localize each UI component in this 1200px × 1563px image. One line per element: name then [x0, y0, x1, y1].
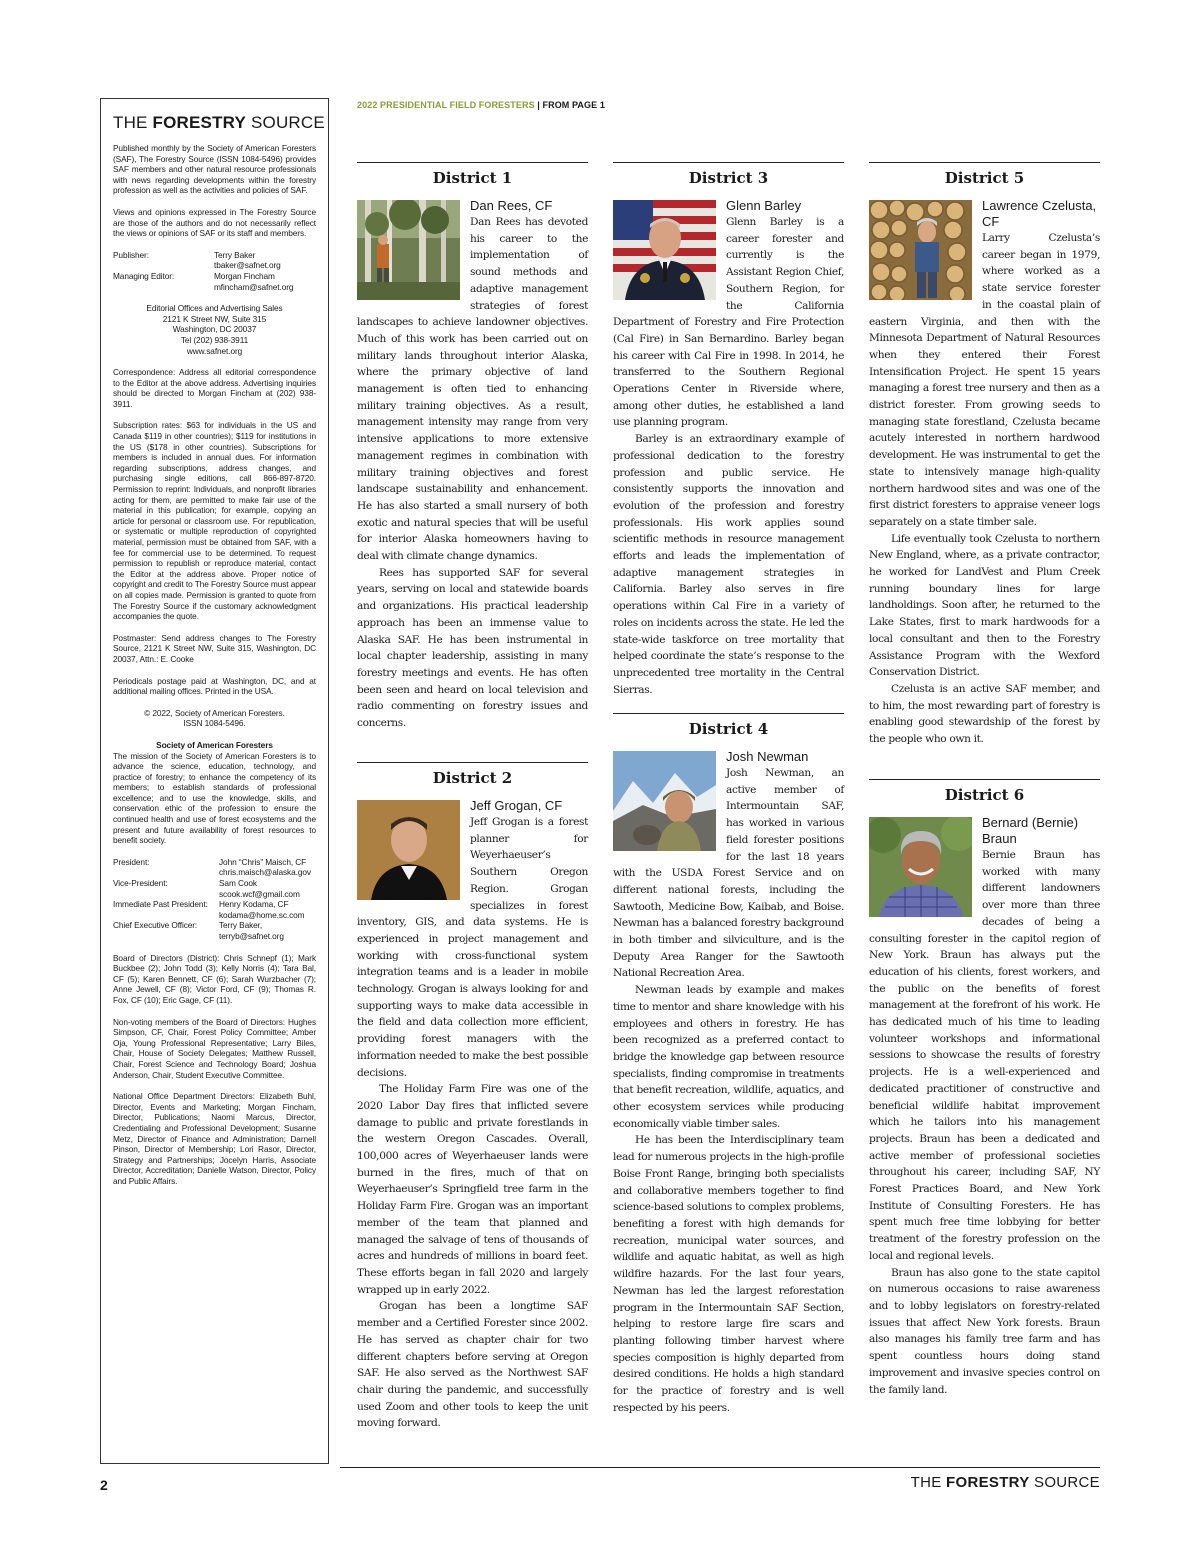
copyright: © 2022, Society of American Foresters. ISSN 1084-5496. [144, 707, 285, 729]
person-name: Josh Newman [726, 749, 809, 764]
jeff-grogan-photo [357, 800, 460, 900]
periodicals: Periodicals postage paid at Washington, DC, and at additional mailing offices. Printed in the USA. [113, 675, 316, 697]
dan-rees-photo [357, 200, 460, 300]
district-1-article [357, 162, 588, 732]
glenn-barley-photo [613, 200, 716, 300]
district-title: District 3 [688, 169, 769, 187]
footer-brand: THE FORESTRY SOURCE [910, 1474, 1100, 1491]
district-title: District 5 [944, 169, 1025, 187]
officer-row: President: John “Chris” Maisch, CF [113, 856, 307, 867]
board-of-directors: Board of Directors (District): Chris Schnepf (1); Mark Buckbee (2); John Todd (3); Kelly Norris (4); Tara Bal, CF (5); Karen Bennett, CF (6); Sarah Wurzbacher (7); Anne Jewell, CF (8); Victor Ford, CF (9); Thomas R. Fox, CF (10); Eric Gage, CF (11). [113, 952, 316, 1005]
article-body: Josh Newman, an active member of Intermountain SAF, has worked in various field forester positions for the last 18 years with the USDA Forest Service and on different national forests, including the Sawtooth, Medicine Bow, Kaibab, and Boise. Newman has a balanced forestry background in both timber and silviculture, and is the Deputy Area Ranger for the Sawtooth National Recreation Area. Newman leads by example and makes time to mentor and share knowledge with his employees and others in forestry. He has been recognized as a preferred contact to bridge the knowledge gap between resource specialists, finding compromise in treatments that benefit recreation, wildlife, aquatics, and other ecosystem services while producing economically viable timber sales. He has been the Interdisciplinary team lead for numerous projects in the high-profile Boise Front Range, bringing both specialists and collaborative members together to find science-based solutions to complex problems, benefiting a forest with high demands for recreation, municipal water sources, and wildlife and aquatic habitat, as well as high wildfire hazards. For the last four years, Newman has led the largest reforestation program in the Intermountain SAF Section, helping to restore large fire scars and planting following timber harvest where species composition is highly departed from desired conditions. He holds a high standard for the practice of forestry and is well respected by his peers. [613, 767, 844, 1414]
editor-row: Managing Editor: Morgan Fincham [113, 270, 275, 281]
person-name: Jeff Grogan, CF [470, 798, 563, 813]
footer-divider [340, 1467, 1100, 1468]
officers-list: President: John “Chris” Maisch, CF chris.maisch@alaska.gov Vice-President: Sam Cook scook.wcf@gmail.com Immediate Past President: Henry Kodama, CF kodama@home.sc.com Chief Executive Officer: Terry Baker, terryb@safnet.org [113, 857, 316, 942]
district-6-article [869, 779, 1100, 1398]
lawrence-czelusta-photo [869, 200, 972, 300]
district-title: District 1 [432, 169, 513, 187]
person-name: Lawrence Czelusta, CF [982, 198, 1097, 229]
article-body: Larry Czelusta’s career began in 1979, where worked as a state service forester in the coastal plain of eastern Virginia, and then with the Minnesota Department of Natural Resources when they entered their Forest Intensification Project. He spent 15 years managing a forest tree nursery and then as a district forester. From growing seeds to managing state forestland, Czelusta became acutely interested in northern hardwood development. He was instrumental to get the state to intensively manage high-quality northern hardwood sites and was one of the first district foresters to appraise veneer logs separately on a state timber sale. Life eventually took Czelusta to northern New England, where, as a private contractor, he worked for LandVest and Plum Creek running boundary lines for large landholdings. Soon after, he returned to the Lake States, first to mark hardwoods for a local consultant and then to the Forestry Assistance Program with the Wexford Conservation District. Czelusta is an active SAF member, and to him, the most rewarding part of forestry is enabling good stewardship of the forest by the people who own it. [869, 232, 1100, 746]
nonvoting-members: Non-voting members of the Board of Directors: Hughes Simpson, CF, Chair, Forest Policy Committee; Amber Oja, Young Professional Representative; Larry Biles, Chair, House of Society Delegates; Matthew Russell, Chair, Forest Science and Technology Board; Joshua Anderson, Chair, Student Executive Committee. [113, 1016, 316, 1080]
bernie-braun-photo [869, 817, 972, 917]
josh-newman-photo [613, 751, 716, 851]
publisher-email: tbaker@safnet.org [214, 260, 281, 271]
national-office: National Office Department Directors: Elizabeth Buhl, Director, Events and Marketing; Morgan Fincham, Director, Publications; Naomi Marcus, Director, Credentialing and Professional Development; Susanne Metz, Director of Finance and Administration; Darnell Pinson, Director of Membership; Lori Rasor, Director, Strategy and Partnerships; Jocelyn Harris, Associate Director, Accreditation; Danielle Watson, Director, Policy and Public Affairs. [113, 1091, 316, 1186]
person-name: Bernard (Bernie) Braun [982, 815, 1079, 846]
article-body: Glenn Barley is a career forester and currently is the Assistant Region Chief, Southern Region, for the California Department of Forestry and Fire Protection (Cal Fire) in San Bernardino. Barley began his career with Cal Fire in 1998. In 2014, he transferred to the Southern Regional Operations Center in Riverside where, among other duties, he established a land use planning program. Barley is an extraordinary example of professional dedication to the forestry profession and public service. He consistently supports the innovation and evolution of the profession and forestry professionals. His work applies sound scientific methods in resource management efforts and leads the implementation of adaptive management strategies in California. Barley also serves in fire operations within Cal Fire in a variety of roles on incidents across the state. He led the state-wide taskforce on tree mortality that helped coordinate the state’s response to the unprecedented tree mortality in the Central Sierras. [613, 216, 844, 696]
postmaster: Postmaster: Send address changes to The Forestry Source, 2121 K Street NW, Suite 315, Washington, DC 20037, Attn.: E. Cooke [113, 632, 316, 664]
officer-row: Vice-President: Sam Cook [113, 878, 257, 889]
masthead-box [100, 98, 329, 1464]
divider [357, 162, 588, 163]
person-name: Glenn Barley [726, 198, 802, 213]
district-title: District 2 [432, 769, 513, 787]
officer-row: Chief Executive Officer: Terry Baker, [113, 920, 263, 931]
publisher-email-row [113, 260, 316, 271]
editor-email-row [113, 282, 316, 293]
district-5-article [869, 162, 1100, 748]
district-4-article [613, 713, 844, 1416]
saf-mission: The mission of the Society of American Foresters is to advance the science, education, technology, and practice of forestry; to enhance the competency of its members; to establish standards of professional excellence; and to use the knowledge, skills, and conservation ethic of the profession to ensure the continued health and use of forest ecosystems and the present and future availability of forest resources to benefit society. [113, 750, 316, 846]
saf-heading: Society of American Foresters [156, 739, 273, 750]
article-body: Jeff Grogan is a forest planner for Weyerhaeuser’s Southern Oregon Region. Grogan specializes in forest inventory, GIS, and data systems. He is experienced in project management and working with cross-functional system integration teams and is a leader in mobile technology. Grogan is always looking for and supporting ways to make data accessible in the field and data collection more efficient, providing forest managers with the information needed to make the best possible decisions. The Holiday Farm Fire was one of the 2020 Labor Day fires that inflicted severe damage to public and private forestlands in the western Oregon Cascades. Overall, 100,000 acres of Weyerhaeuser lands were burned in the fires, much of that on Weyerhaeuser’s Springfield tree farm in the Holiday Farm Fire. Grogan was an important member of the team that planned and managed the salvage of tens of thousands of acres and hundreds of millions in board feet. These efforts began in fall 2020 and largely wrapped up in early 2022. Grogan has been a longtime SAF member and a Certified Forester since 2002. He has served as chapter chair for two different chapters before serving at Oregon SAF. He also served as the Northwest SAF chair during the pandemic, and successfully used Zoom and other tools to keep the unit moving forward. [357, 816, 588, 1430]
divider [869, 779, 1100, 780]
district-3-article [613, 162, 844, 698]
divider [869, 162, 1100, 163]
masthead-title: THE FORESTRY SOURCE [113, 113, 325, 132]
article-body: Dan Rees has devoted his career to the implementation of sound methods and adaptive management strategies of forest landscapes to achieve landowner objectives. Much of this work has been carried out on military lands throughout interior Alaska, where the primary objective of land management is often tied to enhancing military training objectives. As a result, management intensity may range from very intensive applications to more extensive management regimes in combination with military training objectives and forest landscape sustainability and enhancement. He has also started a small nursery of both exotic and natural species that will be useful for interior Alaska homeowners having to deal with climate change dynamics. Rees has supported SAF for several years, serving on local and statewide boards and organizations. His practical leadership approach has been an immense value to Alaska SAF. He has been instrumental in local chapter leadership, assisting in many forestry meetings and events. He has often been seen and heard on local television and radio commenting on forestry issues and concerns. [357, 216, 588, 730]
person-name: Dan Rees, CF [470, 198, 553, 213]
masthead-about: Published monthly by the Society of American Foresters (SAF), The Forestry Source (ISSN 1084-5496) provides SAF members and other natural resource professionals with news regarding developments within the forestry profession as well as the activities and policies of SAF. [113, 143, 316, 196]
section-kicker: 2022 PRESIDENTIAL FIELD FORESTERS | FROM PAGE 1 [357, 100, 605, 110]
masthead-views: Views and opinions expressed in The Forestry Source are those of the authors and do not necessarily reflect the views or opinions of SAF or its staff and members. [113, 206, 316, 239]
publisher-row: Publisher: Terry Baker [113, 249, 256, 260]
district-title: District 4 [688, 720, 769, 738]
editor-email: mfincham@safnet.org [214, 281, 294, 292]
divider [613, 713, 844, 714]
editorial-offices: Editorial Offices and Advertising Sales 2121 K Street NW, Suite 315 Washington, DC 20037 Tel (202) 938-3911 www.safnet.org [146, 303, 283, 356]
district-2-article [357, 762, 588, 1432]
correspondence: Correspondence: Address all editorial correspondence to the Editor at the above address. Advertising inquiries should be directed to Morgan Fincham at (202) 938-3911. [113, 367, 316, 409]
page-number: 2 [100, 1477, 108, 1493]
officer-row: Immediate Past President: Henry Kodama, CF [113, 899, 289, 910]
article-body: Bernie Braun has worked with many different landowners over more than three decades of being a consulting forester in the capitol region of New York. Braun has always put the education of his clients, forest workers, and the public on the benefits of forest management at the forefront of his work. He has dedicated much of his time to leading volunteer workshops and informational sessions to showcase the results of forestry projects. He is a well-experienced and dedicated practitioner of constructive and beneficial wildlife habitat improvement which he tailors into his management projects. Braun has been a dedicated and active member of professional societies throughout his career, including SAF, NY Forest Practices Board, and New York Institute of Consulting Foresters. He has spent much free time lobbying for better treatment of the forestry profession on the local and regional levels. Braun has also gone to the state capitol on numerous occasions to raise awareness and to lobby legislators on forestry-related issues that affect New York forests. Braun also manages his family tree farm and has spent countless hours doing stand improvement and invasive species control on the family land. [869, 849, 1100, 1396]
district-title: District 6 [944, 786, 1025, 804]
divider [613, 162, 844, 163]
subscription-rates: Subscription rates: $63 for individuals in the US and Canada $119 in other countries); $119 for institutions in the US ($178 in other countries). Subscriptions for members is included in annual dues. For information regarding subscriptions, address changes, and purchasing single editions, call 866-897-8720. Permission to reprint: Individuals, and nonprofit libraries acting for them, are permitted to make fair use of the material in this publication; for example, copying an article for personal or classroom use. For republication, or systematic or multiple reproduction of copyrighted material, permission must be obtained from SAF, with a fee for commercial use to be determined. To request permission to republish or reproduce material, contact the Editor at the address above. Proper notice of copyright and credit to The Forestry Source must appear on all copies made. Permission is granted to quote from The Forestry Source if the customary acknowledgment accompanies the quote. [113, 420, 316, 622]
divider [357, 762, 588, 763]
